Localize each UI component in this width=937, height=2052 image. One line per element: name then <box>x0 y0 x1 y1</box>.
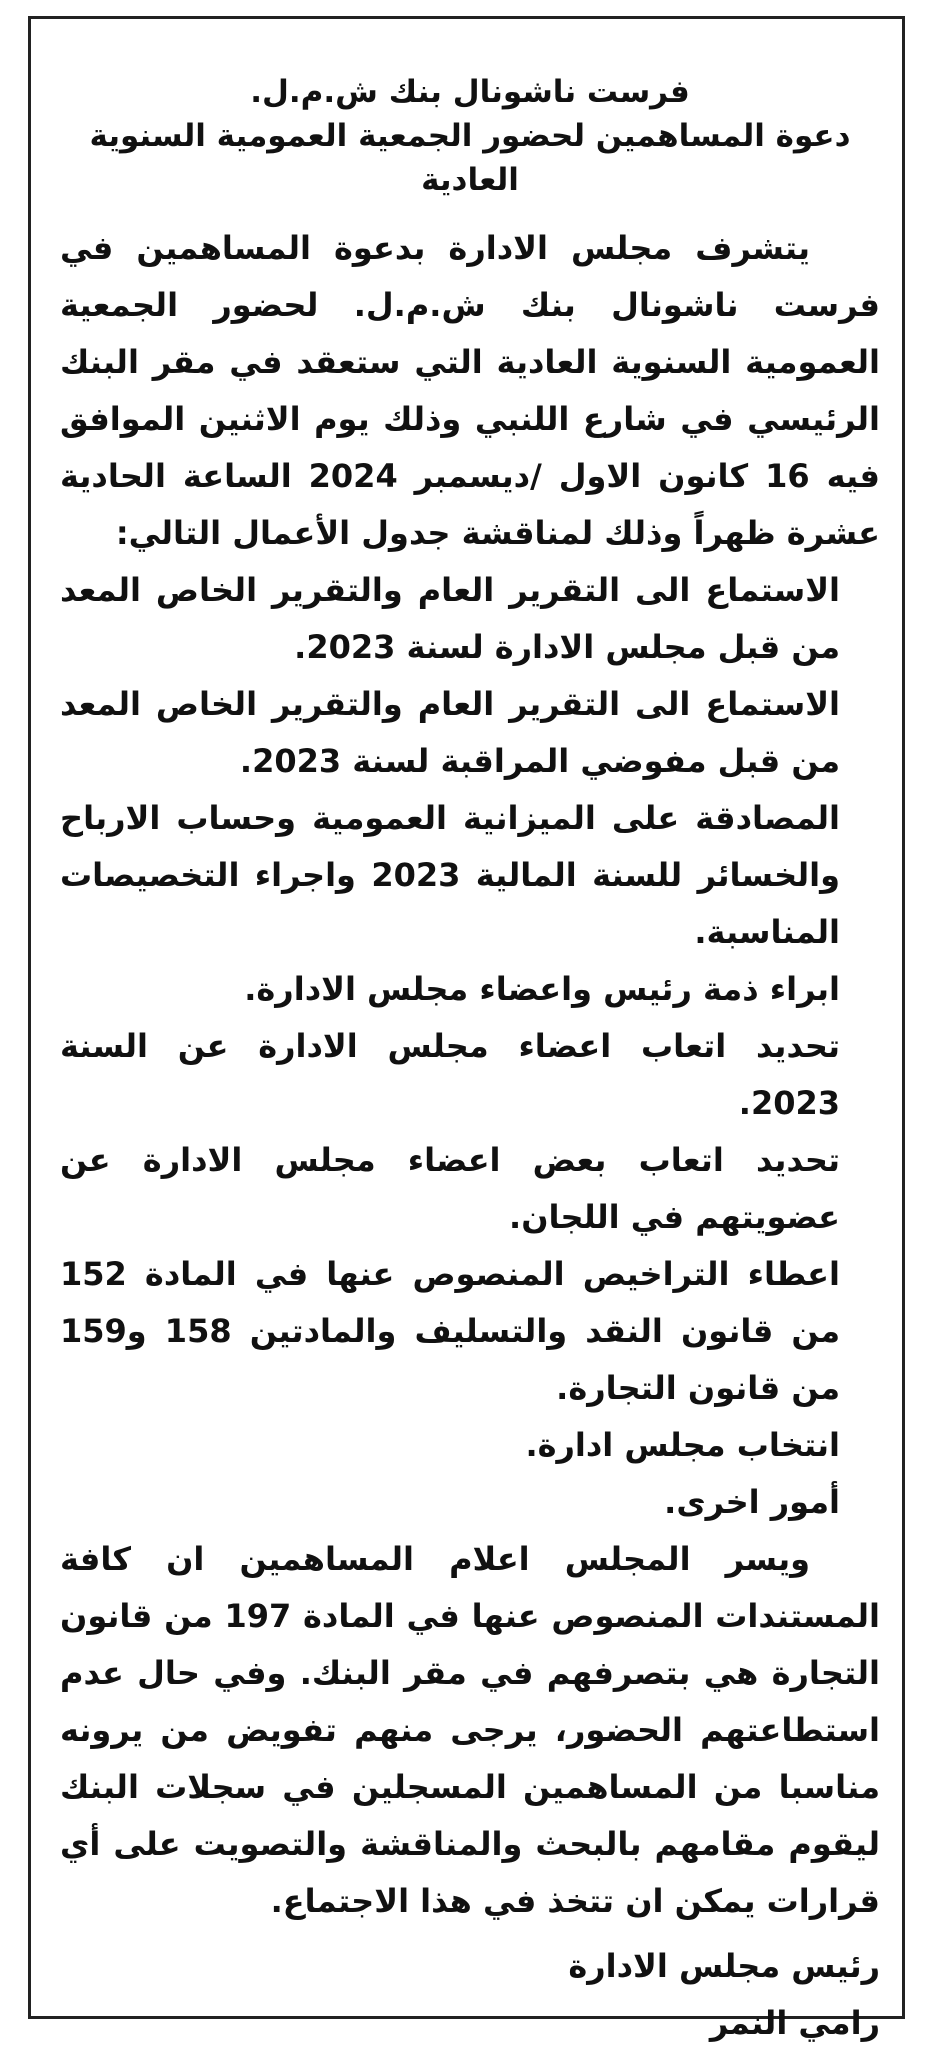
signature-title: رئيس مجلس الادارة <box>568 1947 880 1985</box>
header <box>60 70 880 202</box>
agenda-item-7: اعطاء التراخيص المنصوص عنها في المادة 152 من قانون النقد والتسليف والمادتين 158 و159 من قانون التجارة. <box>60 1255 841 1407</box>
signature-block <box>60 1938 880 2052</box>
announcement-document <box>60 70 881 2042</box>
agenda-item-8: انتخاب مجلس ادارة. <box>525 1426 840 1464</box>
agenda-item-6: تحديد اتعاب بعض اعضاء مجلس الادارة عن عضويتهم في اللجان. <box>60 1141 840 1236</box>
agenda-item-9: أمور اخرى. <box>664 1483 840 1521</box>
bank-name-title: فرست ناشونال بنك ش.م.ل. <box>250 74 690 110</box>
agenda-item-5: تحديد اتعاب اعضاء مجلس الادارة عن السنة 2023. <box>60 1027 840 1122</box>
intro-paragraph: يتشرف مجلس الادارة بدعوة المساهمين في فرست ناشونال بنك ش.م.ل. لحضور الجمعية العمومية السنوية العادية التي ستعقد في مقر البنك الرئيسي في شارع اللنبي وذلك يوم الاثنين الموافق فيه 16 كانون الاول /ديسمبر 2024 الساعة الحادية عشرة ظهراً وذلك لمناقشة جدول الأعمال التالي: <box>60 229 880 552</box>
agenda-item-1: الاستماع الى التقرير العام والتقرير الخاص المعد من قبل مجلس الادارة لسنة 2023. <box>60 571 840 666</box>
agenda-item-3: المصادقة على الميزانية العمومية وحساب الارباح والخسائر للسنة المالية 2023 واجراء التخصيصات المناسبة. <box>60 799 841 951</box>
closing-paragraph: ويسر المجلس اعلام المساهمين ان كافة المستندات المنصوص عنها في المادة 197 من قانون التجارة هي بتصرفهم في مقر البنك. وفي حال عدم استطاعتهم الحضور، يرجى منهم تفويض من يرونه مناسبا من المساهمين المسجلين في سجلات البنك ليقوم مقامهم بالبحث والمناقشة والتصويت على أي قرارات يمكن ان تتخذ في هذا الاجتماع. <box>60 1540 881 1920</box>
invitation-title: دعوة المساهمين لحضور الجمعية العمومية السنوية العادية <box>89 118 851 198</box>
agenda-item-2: الاستماع الى التقرير العام والتقرير الخاص المعد من قبل مفوضي المراقبة لسنة 2023. <box>60 685 840 780</box>
agenda-item-4: ابراء ذمة رئيس واعضاء مجلس الادارة. <box>244 970 840 1008</box>
signature-name: رامي النمر <box>709 2004 880 2042</box>
agenda-list <box>60 562 880 1531</box>
